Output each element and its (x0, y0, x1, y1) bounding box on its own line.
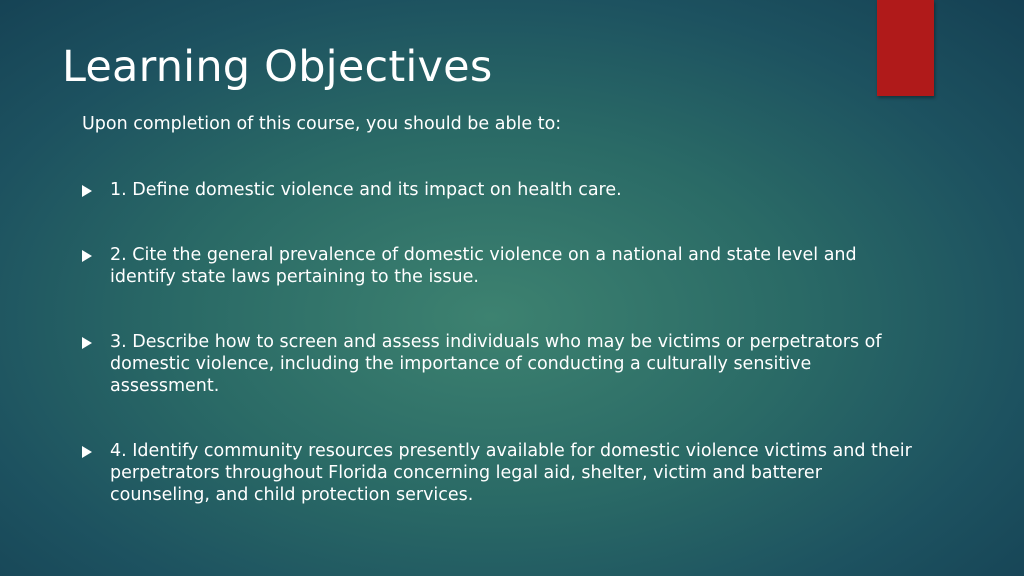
objective-text: 4. Identify community resources presently available for domestic violence victims and their perpetrators throughout Florida concerning legal aid, shelter, victim and batterer counseling, and child protection services. (110, 441, 912, 505)
slide-title: Learning Objectives (62, 42, 493, 92)
objective-text: 1. Define domestic violence and its impact on health care. (110, 180, 622, 200)
triangle-bullet-icon (82, 250, 92, 262)
triangle-bullet-icon (82, 185, 92, 197)
triangle-bullet-icon (82, 446, 92, 458)
slide-subtitle: Upon completion of this course, you should be able to: (82, 114, 562, 134)
objective-item (82, 331, 912, 397)
objective-text: 3. Describe how to screen and assess individuals who may be victims or perpetrators of domestic violence, including the importance of conducting a culturally sensitive assessment. (110, 332, 882, 396)
objective-text: 2. Cite the general prevalence of domestic violence on a national and state level and identify state laws pertaining to the issue. (110, 245, 857, 287)
objective-item (82, 179, 912, 201)
accent-bar (877, 0, 934, 96)
triangle-bullet-icon (82, 337, 92, 349)
objective-item (82, 440, 912, 506)
objective-item (82, 244, 912, 288)
